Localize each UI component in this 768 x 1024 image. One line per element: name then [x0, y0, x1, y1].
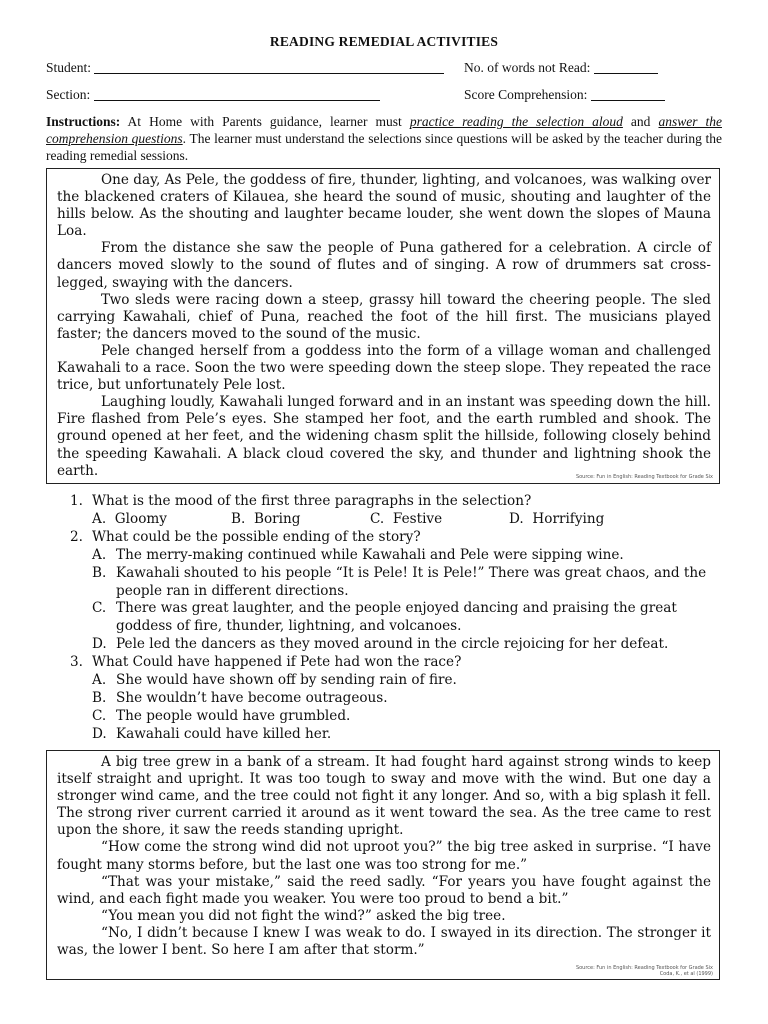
choice-letter: A.: [92, 672, 107, 689]
words-blank[interactable]: [594, 61, 658, 74]
story-paragraph: “You mean you did not fight the wind?” asked the big tree.: [101, 907, 506, 924]
choice[interactable]: [66, 690, 726, 708]
student-line: [46, 60, 444, 76]
section-line: [46, 87, 380, 103]
score-line: [464, 87, 665, 103]
story-paragraph: From the distance she saw the people of Puna gathered for a celebration. A circle of dancers moved slowly to the sound of flutes and of singing. A row of drummers sat cross-legged, swaying with the dancers.: [57, 240, 711, 291]
question-text: What could be the possible ending of the story?: [92, 528, 421, 545]
choice[interactable]: [370, 511, 509, 529]
choice-letter: D.: [92, 636, 107, 653]
choice[interactable]: [66, 547, 726, 565]
choice-letter: C.: [92, 707, 107, 724]
choice-text: There was great laughter, and the people enjoyed dancing and praising the great goddess of fire, thunder, lightning, and volcanoes.: [116, 600, 677, 635]
story-source: Source: Fun in English: Reading Textbook for Grade Six: [575, 474, 713, 480]
question-1-choices: [66, 511, 726, 529]
question-list: [66, 493, 726, 744]
choice-text: Festive: [392, 510, 443, 527]
score-label: Score Comprehension:: [464, 87, 588, 102]
choice-letter: D.: [509, 510, 524, 527]
instruction-emphasis-reading: practice reading the selection aloud: [409, 114, 623, 129]
question-text: What Could have happened if Pete had won the race?: [92, 654, 462, 671]
story-paragraph: A big tree grew in a bank of a stream. It had fought hard against strong winds to keep itself straight and upright. It was too tough to sway and move with the wind. But one day a stronger wind came, and the tree could not fight it any longer. And so, with a big splash it fell. The strong river current carried it around as it went toward the sea. As the tree came to rest upon the shore, it saw the reeds standing upright.: [57, 754, 711, 839]
words-label: No. of words not Read:: [464, 60, 591, 75]
choice-text: Gloomy: [114, 510, 167, 527]
choice-letter: A.: [92, 510, 107, 527]
instructions-text: . The learner must understand the selections since questions will be asked by the teacher during the reading remedial sessions.: [46, 131, 722, 163]
section-blank[interactable]: [94, 88, 380, 101]
choice-text: The merry-making continued while Kawahali and Pele were sipping wine.: [116, 546, 624, 563]
question-number: 1.: [70, 493, 83, 509]
story-paragraph: “No, I didn’t because I knew I was weak to do. I swayed in its direction. The stronger it was, the lower I bent. So here I am after that storm.”: [57, 924, 711, 959]
choice-text: Horrifying: [532, 510, 605, 527]
words-line: [464, 60, 658, 76]
story-pele-box: [46, 168, 720, 484]
section-label: Section:: [46, 87, 91, 102]
choice-letter: C.: [370, 510, 385, 527]
student-label: Student:: [46, 60, 92, 75]
question-number: 3.: [70, 654, 83, 671]
story-source-author: Coda, K., et al (1999): [659, 971, 713, 977]
choice[interactable]: [509, 511, 648, 529]
question-2: [66, 529, 726, 547]
choice-letter: A.: [92, 546, 107, 563]
instructions: [46, 113, 722, 164]
story-tree-box: [46, 750, 720, 980]
instructions-text: At Home with Parents guidance, learner must: [120, 114, 410, 129]
question-text: What is the mood of the first three paragraphs in the selection?: [92, 493, 532, 509]
instruction-emphasis-questions: answer the comprehension questions: [46, 114, 722, 146]
story-paragraph: Two sleds were racing down a steep, grassy hill toward the cheering people. The sled carrying Kawahali, chief of Puna, reached the foot of the hill first. The musicians played faster; the dancers moved to the sound of the music.: [57, 291, 711, 342]
choice[interactable]: [92, 511, 231, 529]
student-blank[interactable]: [94, 61, 444, 74]
story-paragraph: “How come the strong wind did not uproot you?” the big tree asked in surprise. “I have fought many storms before, but the last one was too strong for me.”: [57, 839, 711, 873]
story-source: Source: Fun in English: Reading Textbook for Grade Six: [575, 965, 713, 971]
choice-letter: B.: [231, 510, 246, 527]
choice-text: Boring: [253, 510, 301, 527]
choice-text: She wouldn’t have become outrageous.: [116, 689, 388, 706]
choice[interactable]: [66, 565, 726, 601]
choice-letter: D.: [92, 725, 107, 742]
choice[interactable]: [66, 708, 726, 726]
score-blank[interactable]: [591, 88, 665, 101]
instructions-text: and: [622, 114, 659, 129]
choice-text: The people would have grumbled.: [116, 707, 351, 724]
choice-text: Pele led the dancers as they moved around in the circle rejoicing for her defeat.: [116, 636, 669, 653]
question-1: [66, 493, 726, 511]
choice[interactable]: [66, 636, 726, 654]
story-paragraph: Pele changed herself from a goddess into the form of a village woman and challenged Kawahali to a race. Soon the two were speeding down the steep slope. They repeated the race trice, but unfortunately Pele lost.: [57, 342, 711, 394]
choice[interactable]: [66, 672, 726, 690]
choice-letter: B.: [92, 689, 107, 706]
story-paragraph: One day, As Pele, the goddess of fire, thunder, lighting, and volcanoes, was walking over the blackened craters of Kilauea, she heard the sound of music, shouting and laughter of the hills below. As the shouting and laughter became louder, she went down the slopes of Mauna Loa.: [57, 172, 711, 240]
story-paragraph: Laughing loudly, Kawahali lunged forward and in an instant was speeding down the hill. Fire flashed from Pele’s eyes. She stamped her foot, and the earth rumbled and shook. The ground opened at her feet, and the widening chasm split the hillside, following closely behind the speeding Kawahali. A black cloud covered the sky, and thunder and lightning shook the earth.: [57, 394, 711, 479]
choice[interactable]: [66, 726, 726, 744]
choice[interactable]: [231, 511, 370, 529]
question-3: [66, 654, 726, 672]
choice-letter: B.: [92, 564, 107, 581]
choice-text: She would have shown off by sending rain of fire.: [116, 672, 457, 689]
instructions-label: Instructions:: [46, 114, 121, 129]
question-number: 2.: [70, 528, 83, 545]
choice-text: Kawahali shouted to his people “It is Pele! It is Pele!” There was great chaos, and the people ran in different directions.: [116, 564, 707, 599]
page-title: READING REMEDIAL ACTIVITIES: [269, 34, 499, 49]
choice[interactable]: [66, 600, 726, 636]
choice-letter: C.: [92, 600, 107, 617]
choice-text: Kawahali could have killed her.: [116, 725, 332, 742]
story-paragraph: “That was your mistake,” said the reed sadly. “For years you have fought against the wind, and each fight made you weaker. You were too proud to bend a bit.”: [57, 873, 711, 907]
